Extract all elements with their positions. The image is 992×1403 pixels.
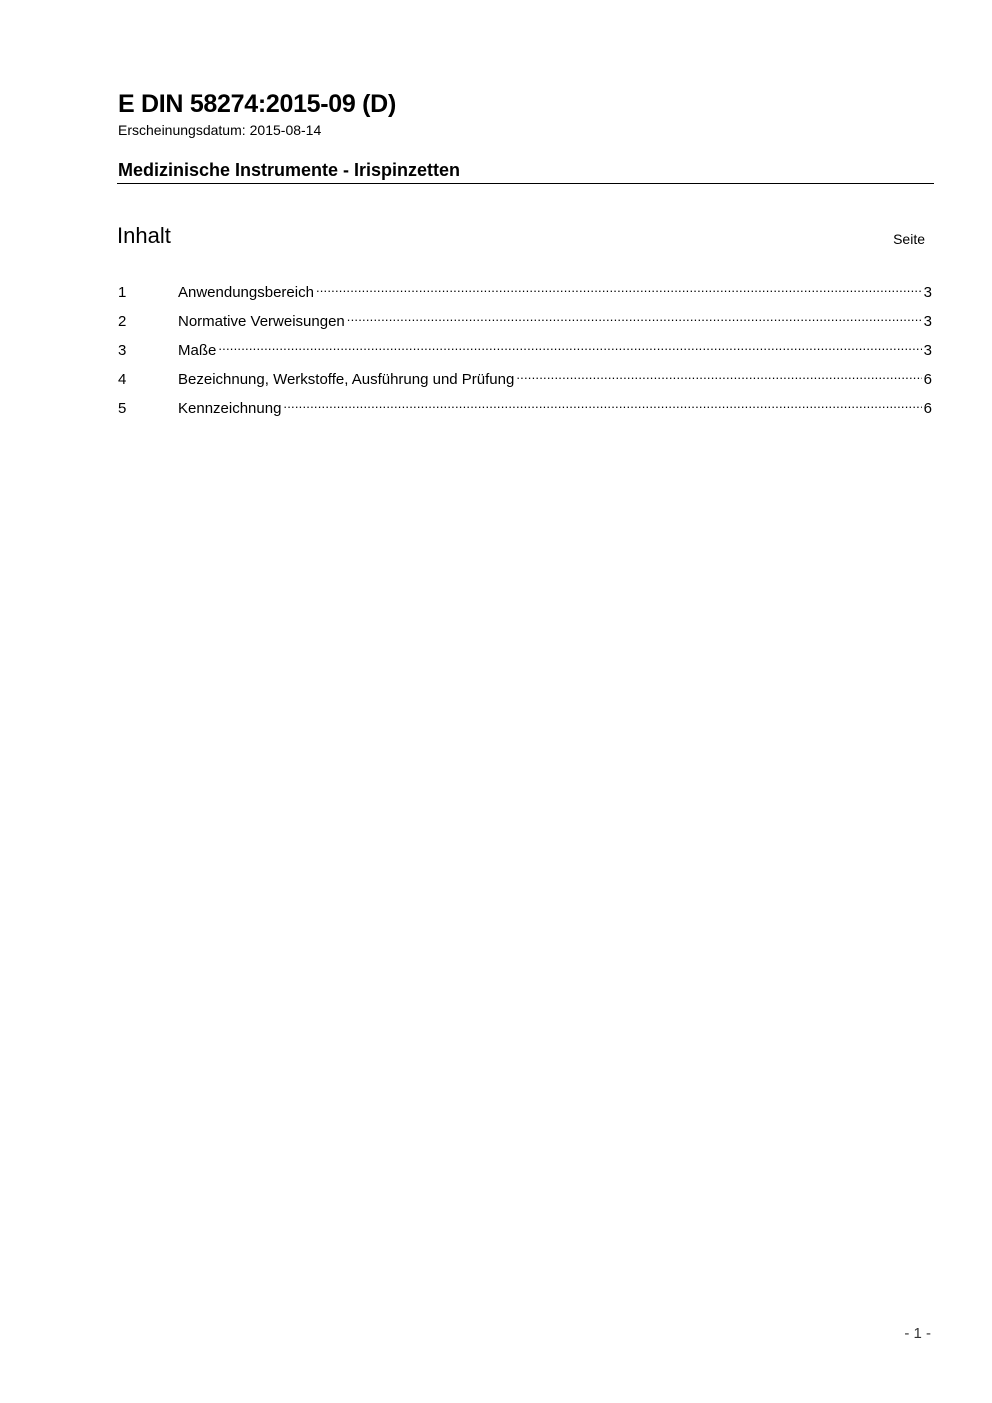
toc-entry[interactable]	[118, 308, 932, 337]
toc-dot-leader	[283, 395, 921, 413]
toc-entry-page[interactable]: 3	[923, 313, 932, 330]
toc-entry-page[interactable]: 6	[923, 400, 932, 417]
toc-entry-title[interactable]: Normative Verweisungen	[178, 313, 345, 330]
toc-dot-leader	[316, 279, 922, 297]
toc-entry-number: 4	[118, 371, 127, 388]
toc-entry-number: 5	[118, 400, 127, 417]
table-of-contents	[118, 279, 932, 424]
toc-dot-leader	[516, 366, 921, 384]
toc-entry-number: 1	[118, 284, 127, 301]
toc-entry-title[interactable]: Anwendungsbereich	[178, 284, 314, 301]
document-title: Medizinische Instrumente - Irispinzetten	[118, 160, 461, 180]
toc-entry-number: 3	[118, 342, 127, 359]
toc-entry[interactable]	[118, 337, 932, 366]
toc-entry-page[interactable]: 3	[923, 284, 932, 301]
toc-page-column-heading: Seite	[893, 231, 925, 247]
toc-entry[interactable]	[118, 395, 932, 424]
publication-date-line	[118, 121, 321, 139]
toc-dot-leader	[347, 308, 922, 326]
publication-date-value: 2015-08-14	[249, 122, 322, 138]
page-number: - 1 -	[904, 1325, 931, 1342]
toc-entry-page[interactable]: 6	[923, 371, 932, 388]
toc-entry[interactable]	[118, 279, 932, 308]
toc-entry-number: 2	[118, 313, 127, 330]
toc-dot-leader	[218, 337, 921, 355]
title-divider	[117, 183, 934, 184]
publication-date-label: Erscheinungsdatum:	[118, 122, 246, 138]
toc-entry[interactable]	[118, 366, 932, 395]
toc-heading: Inhalt	[117, 223, 171, 248]
document-id: E DIN 58274:2015-09 (D)	[118, 90, 396, 118]
toc-entry-title[interactable]: Kennzeichnung	[178, 400, 282, 417]
toc-entry-title[interactable]: Maße	[178, 342, 217, 359]
toc-entry-title[interactable]: Bezeichnung, Werkstoffe, Ausführung und Prüfung	[178, 371, 515, 388]
toc-entry-page[interactable]: 3	[923, 342, 932, 359]
